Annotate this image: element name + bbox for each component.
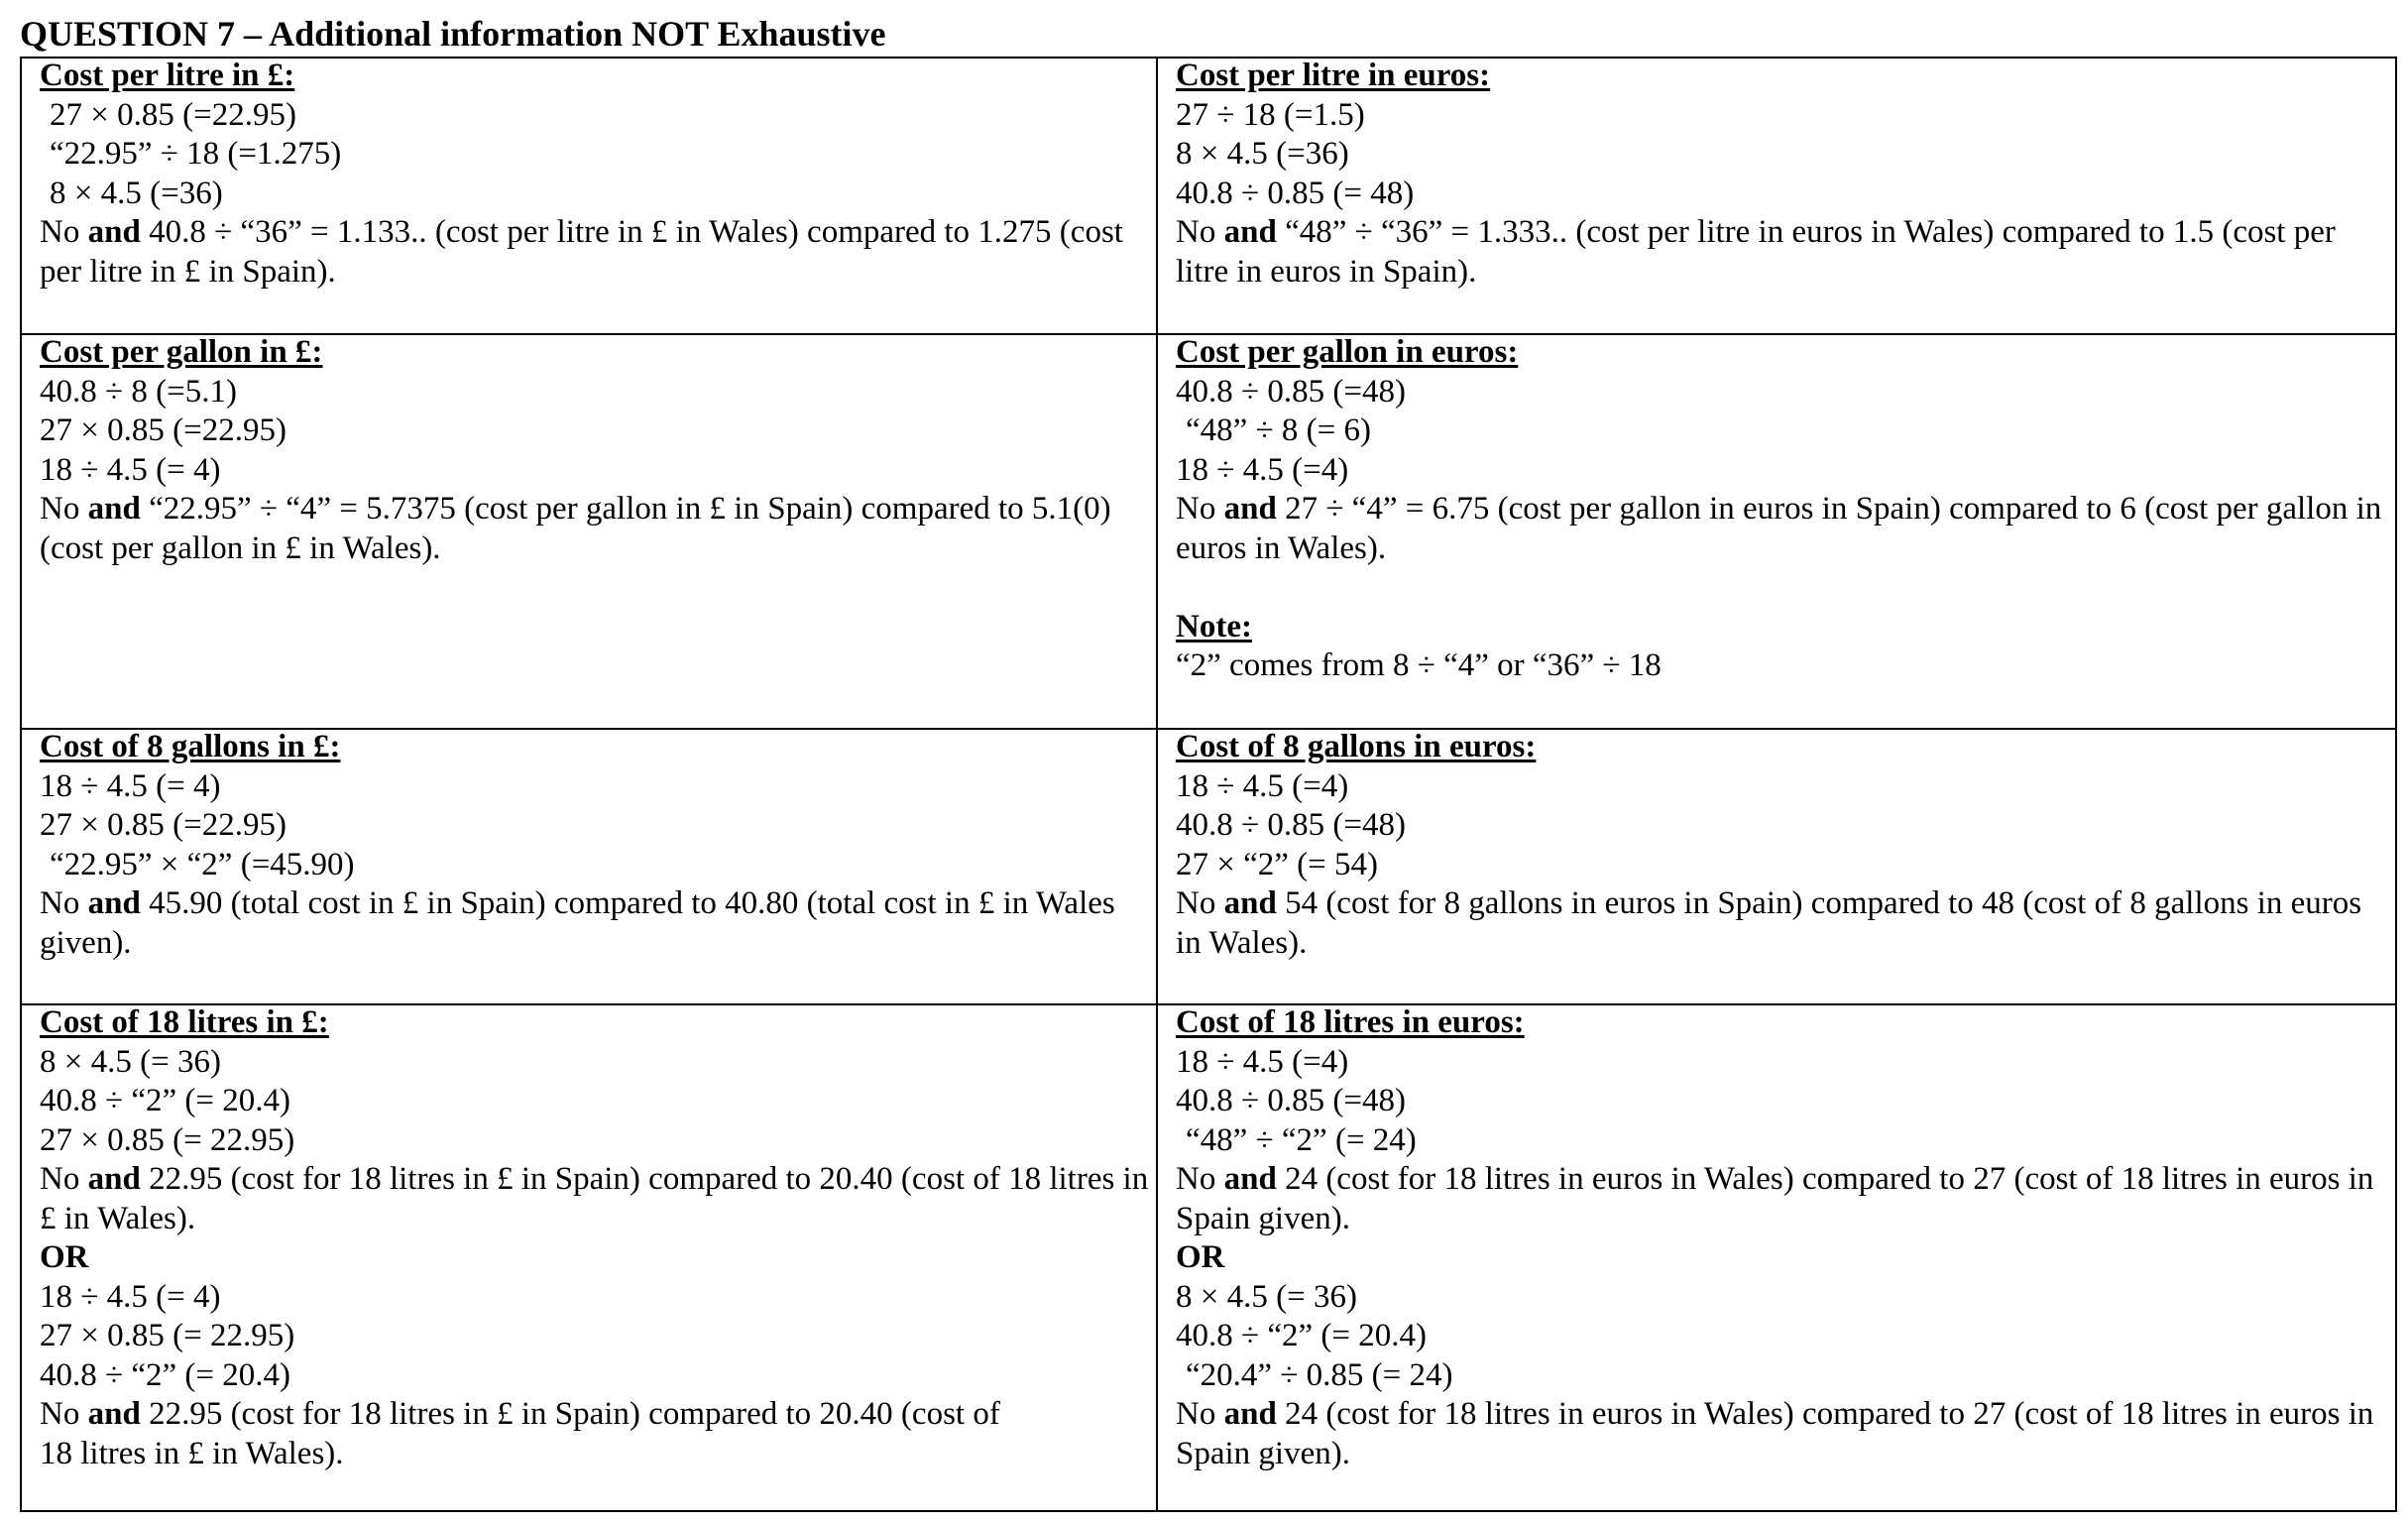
conclusion — [40, 213, 1156, 292]
and-word: and — [87, 1161, 141, 1197]
cell-cost-per-gallon-pounds — [22, 333, 1156, 728]
conclusion-text: 27 ÷ “4” = 6.75 (cost per gallon in euros in Spain) compared to 6 (cost per gallon in euros in Wales). — [1176, 491, 2382, 566]
working-step: “20.4” ÷ 0.85 (= 24) — [1186, 1356, 1453, 1393]
working-step: 18 ÷ 4.5 (= 4) — [40, 451, 221, 488]
working-step: 27 ÷ 18 (=1.5) — [1176, 96, 1365, 133]
no-word: No — [1176, 491, 1216, 527]
working-step: 40.8 ÷ 0.85 (=48) — [1176, 1083, 1406, 1118]
working-step: “48” ÷ 8 (= 6) — [1186, 412, 1371, 448]
no-word: No — [40, 1396, 80, 1432]
conclusion — [1176, 1395, 2395, 1473]
cell-heading: Cost per gallon in £: — [40, 334, 323, 370]
conclusion — [1176, 213, 2395, 292]
and-word: and — [1223, 1396, 1277, 1432]
cell-heading: Cost per litre in euros: — [1176, 58, 1491, 93]
cell-cost-per-litre-pounds — [22, 57, 1156, 333]
spacer — [1176, 568, 2395, 608]
cell-heading: Cost of 8 gallons in £: — [40, 729, 341, 764]
no-word: No — [40, 885, 80, 921]
working-step: “22.95” × “2” (=45.90) — [50, 846, 355, 882]
conclusion-text: 45.90 (total cost in £ in Spain) compared to 40.80 (total cost in £ in Wales given). — [40, 885, 1115, 961]
working-step: 18 ÷ 4.5 (=4) — [1176, 767, 1349, 804]
conclusion-text: 22.95 (cost for 18 litres in £ in Spain) compared to 20.40 (cost of 18 litres in £ in Wales). — [40, 1161, 1149, 1236]
working-step: 27 × 0.85 (= 22.95) — [40, 1121, 295, 1158]
working-step: 40.8 ÷ 0.85 (=48) — [1176, 807, 1406, 843]
working-step: “22.95” ÷ 18 (=1.275) — [50, 136, 342, 172]
and-word: and — [87, 491, 141, 527]
cell-cost-8-gallons-euros — [1158, 728, 2395, 1003]
page-title: QUESTION 7 – Additional information NOT Exhaustive — [20, 14, 886, 54]
marking-table — [20, 57, 2397, 1512]
and-word: and — [87, 1396, 141, 1432]
cell-heading: Cost per litre in £: — [40, 58, 295, 93]
working-step: 8 × 4.5 (=36) — [1176, 136, 1349, 172]
working-step: 18 ÷ 4.5 (= 4) — [40, 1278, 221, 1315]
conclusion — [1176, 490, 2395, 568]
working-step: 40.8 ÷ “2” (= 20.4) — [1176, 1318, 1427, 1353]
working-step: 40.8 ÷ 8 (=5.1) — [40, 373, 237, 410]
working-step: 18 ÷ 4.5 (=4) — [1176, 451, 1349, 488]
conclusion-text: 54 (cost for 8 gallons in euros in Spain) compared to 48 (cost of 8 gallons in euros in Wales). — [1176, 885, 2362, 961]
conclusion-text: 24 (cost for 18 litres in euros in Wales) compared to 27 (cost of 18 litres in euros in Spain given). — [1176, 1396, 2374, 1471]
working-step: 27 × 0.85 (=22.95) — [40, 807, 287, 843]
working-step: 18 ÷ 4.5 (=4) — [1176, 1043, 1349, 1080]
no-word: No — [1176, 1396, 1216, 1432]
cell-cost-per-gallon-euros — [1158, 333, 2395, 728]
cell-cost-18-litres-pounds — [22, 1003, 1156, 1510]
or-separator: OR — [1176, 1239, 1225, 1275]
and-word: and — [1223, 885, 1277, 921]
and-word: and — [1223, 491, 1277, 527]
cell-heading: Cost of 18 litres in euros: — [1176, 1004, 1525, 1040]
and-word: and — [1223, 1161, 1277, 1197]
conclusion-text: “22.95” ÷ “4” = 5.7375 (cost per gallon in £ in Spain) compared to 5.1(0) (cost per gallon in £ in Wales). — [40, 491, 1111, 566]
no-word: No — [40, 1161, 80, 1197]
cell-heading: Cost of 8 gallons in euros: — [1176, 729, 1537, 764]
and-word: and — [87, 214, 141, 250]
conclusion-text: “48” ÷ “36” = 1.333.. (cost per litre in euros in Wales) compared to 1.5 (cost per litre in euros in Spain). — [1176, 214, 2336, 290]
no-word: No — [1176, 214, 1216, 250]
conclusion — [40, 884, 1156, 963]
no-word: No — [1176, 885, 1216, 921]
cell-cost-per-litre-euros — [1158, 57, 2395, 333]
working-step: 8 × 4.5 (= 36) — [1176, 1278, 1357, 1315]
working-step: 8 × 4.5 (=36) — [50, 175, 223, 211]
note-text: “2” comes from 8 ÷ “4” or “36” ÷ 18 — [1176, 647, 1662, 683]
working-step: 40.8 ÷ 0.85 (=48) — [1176, 373, 1406, 410]
conclusion-text: 24 (cost for 18 litres in euros in Wales) compared to 27 (cost of 18 litres in euros in Spain given). — [1176, 1161, 2374, 1236]
cell-heading: Cost of 18 litres in £: — [40, 1004, 329, 1040]
working-step: 18 ÷ 4.5 (= 4) — [40, 767, 221, 804]
no-word: No — [40, 491, 80, 527]
conclusion — [1176, 884, 2395, 963]
working-step: 27 × 0.85 (=22.95) — [50, 96, 296, 133]
and-word: and — [1223, 214, 1277, 250]
conclusion-text: 22.95 (cost for 18 litres in £ in Spain) compared to 20.40 (cost of 18 litres in £ in Wales). — [40, 1396, 1000, 1471]
working-step: 27 × 0.85 (=22.95) — [40, 412, 287, 448]
working-step: 27 × 0.85 (= 22.95) — [40, 1318, 295, 1353]
conclusion — [40, 490, 1156, 568]
conclusion — [40, 1395, 1021, 1473]
working-step: 40.8 ÷ “2” (= 20.4) — [40, 1356, 290, 1393]
note-heading: Note: — [1176, 608, 1252, 645]
conclusion-text: 40.8 ÷ “36” = 1.133.. (cost per litre in £ in Wales) compared to 1.275 (cost per litre in £ in Spain). — [40, 214, 1123, 290]
conclusion — [1176, 1160, 2395, 1238]
no-word: No — [40, 214, 80, 250]
cell-heading: Cost per gallon in euros: — [1176, 334, 1519, 370]
cell-cost-18-litres-euros — [1158, 1003, 2395, 1510]
no-word: No — [1176, 1161, 1216, 1197]
working-step: 40.8 ÷ “2” (= 20.4) — [40, 1083, 290, 1118]
working-step: 8 × 4.5 (= 36) — [40, 1043, 221, 1080]
working-step: 40.8 ÷ 0.85 (= 48) — [1176, 175, 1415, 211]
working-step: “48” ÷ “2” (= 24) — [1186, 1121, 1417, 1158]
and-word: and — [87, 885, 141, 921]
working-step: 27 × “2” (= 54) — [1176, 846, 1378, 882]
conclusion — [40, 1160, 1156, 1238]
or-separator: OR — [40, 1239, 89, 1275]
cell-cost-8-gallons-pounds — [22, 728, 1156, 1003]
